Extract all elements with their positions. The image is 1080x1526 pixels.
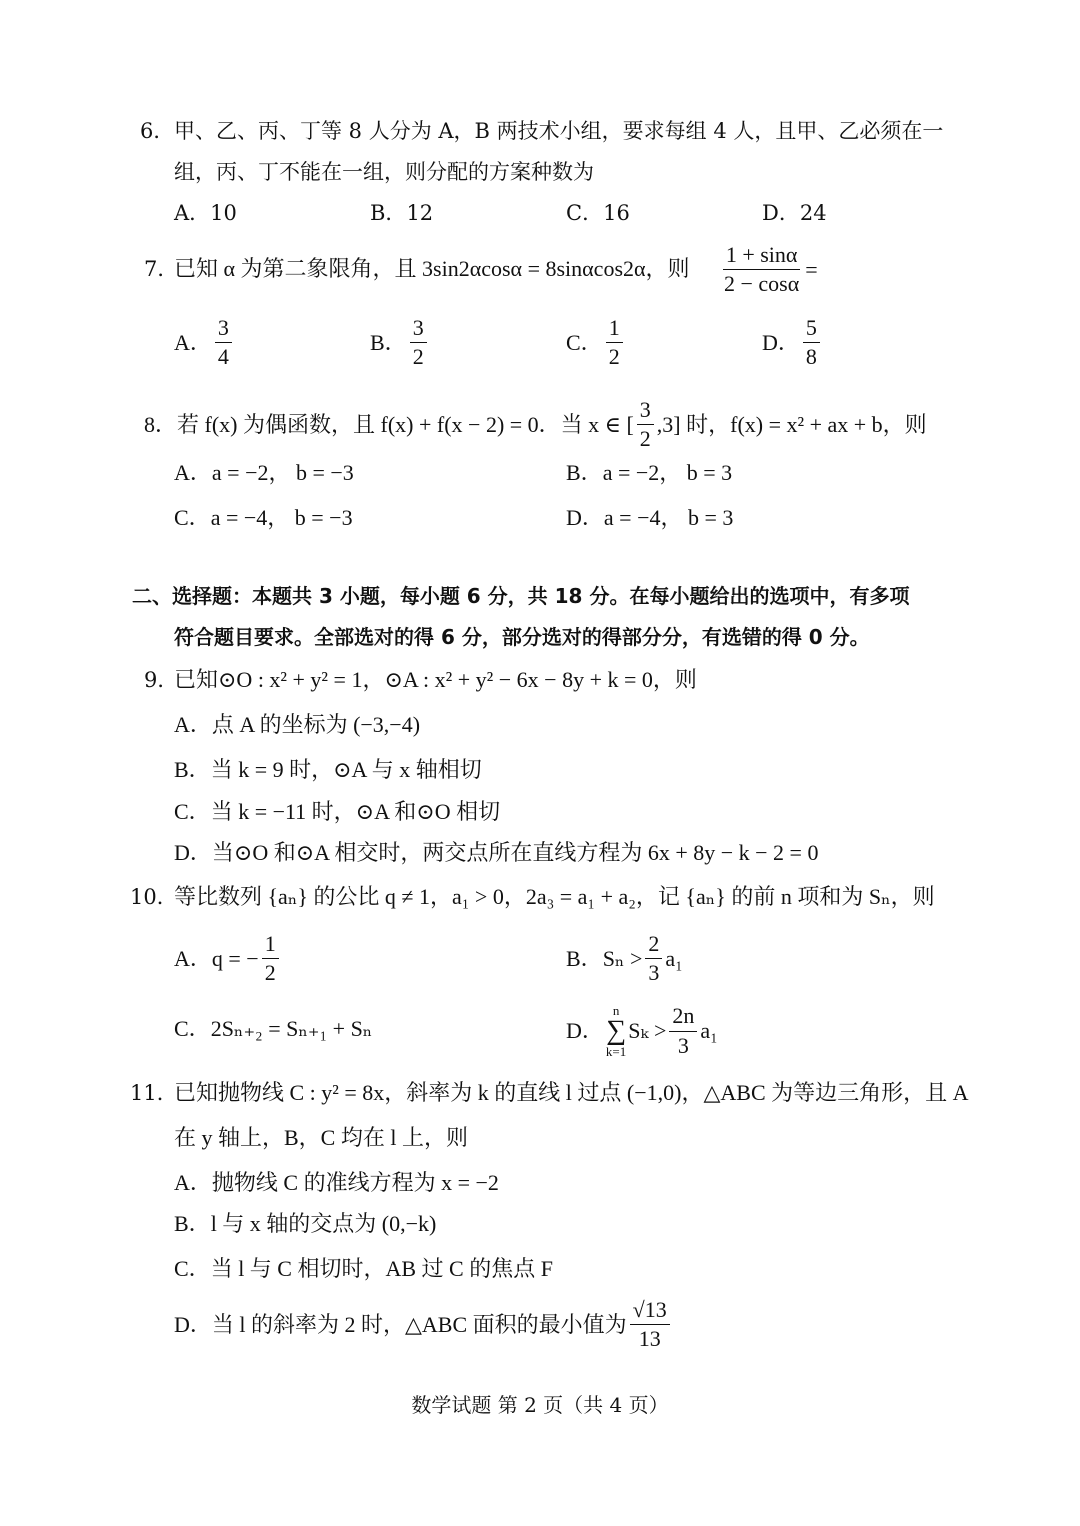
option-label: C． bbox=[566, 201, 604, 225]
q10-option-c bbox=[174, 1014, 372, 1044]
q7-stem: 已知 α 为第二象限角，且 3sin2αcosα = 8sinαcos2α，则 bbox=[174, 256, 690, 281]
option-label: D． bbox=[174, 840, 212, 865]
q6-option-c bbox=[566, 198, 630, 228]
option-text: 2Sₙ₊₂ = Sₙ₊₁ + Sₙ bbox=[210, 1016, 373, 1041]
option-text: 当 l 与 C 相切时，AB 过 C 的焦点 F bbox=[210, 1256, 553, 1281]
option-text: 16 bbox=[603, 201, 630, 225]
q10-option-d bbox=[566, 1004, 718, 1058]
option-label: B． bbox=[174, 757, 211, 782]
q7-fraction bbox=[721, 243, 802, 296]
summation-sign: ∑ bbox=[606, 1015, 627, 1046]
option-fraction bbox=[410, 316, 427, 369]
option-label: A． bbox=[174, 460, 212, 485]
q8-option-a bbox=[174, 458, 354, 488]
section2-heading-line2: 符合题目要求。全部选对的得 6 分，部分选对的得部分分，有选错的得 0 分。 bbox=[174, 625, 870, 649]
summation-upper-limit: n bbox=[612, 1003, 620, 1018]
q7-option-a bbox=[174, 316, 235, 369]
option-label: A． bbox=[174, 1170, 212, 1195]
option-text: l 与 x 轴的交点为 (0,−k) bbox=[210, 1211, 437, 1236]
q8-fraction bbox=[637, 398, 654, 451]
fraction-numerator: 2 bbox=[645, 932, 662, 959]
option-fraction bbox=[215, 316, 232, 369]
option-text: 当 l 的斜率为 2 时，△ABC 面积的最小值为 bbox=[211, 1311, 627, 1337]
fraction-numerator: 5 bbox=[803, 316, 820, 343]
option-text: 当 k = 9 时，⊙A 与 x 轴相切 bbox=[210, 757, 482, 782]
option-text: Sₙ > bbox=[602, 945, 643, 971]
q11-option-b bbox=[174, 1209, 436, 1239]
q7-fraction-denominator: 2 − cosα bbox=[724, 271, 800, 297]
q6-number: 6． bbox=[140, 119, 175, 143]
option-fraction bbox=[669, 1004, 697, 1057]
option-label: C． bbox=[174, 1016, 211, 1041]
q6-option-b bbox=[370, 198, 433, 228]
fraction-denominator: 3 bbox=[677, 1032, 689, 1058]
q10-number: 10． bbox=[130, 885, 178, 909]
q8-option-c bbox=[174, 503, 353, 533]
q11-option-a bbox=[174, 1168, 499, 1198]
option-label: A． bbox=[174, 945, 212, 971]
fraction-denominator: 2 bbox=[639, 426, 651, 452]
q11-stem-line2: 在 y 轴上，B，C 均在 l 上，则 bbox=[174, 1125, 468, 1150]
fraction-numerator: 1 bbox=[606, 316, 623, 343]
option-text: 点 A 的坐标为 (−3,−4) bbox=[211, 712, 421, 737]
fraction-denominator: 2 bbox=[412, 344, 424, 370]
q9-stem: 已知⊙O : x² + y² = 1，⊙A : x² + y² − 6x − 8y + k = 0，则 bbox=[174, 667, 697, 692]
option-fraction bbox=[630, 1298, 670, 1351]
q11-option-c bbox=[174, 1254, 553, 1284]
q8-number: 8． bbox=[144, 411, 178, 437]
option-label: B． bbox=[566, 945, 603, 971]
q6-stem-line2: 组，丙、丁不能在一组，则分配的方案种数为 bbox=[174, 160, 594, 184]
option-label: D． bbox=[566, 1018, 604, 1043]
option-text: 当 k = −11 时，⊙A 和⊙O 相切 bbox=[210, 799, 501, 824]
option-text: a = −4， b = −3 bbox=[210, 505, 353, 530]
summation-lower-limit: k=1 bbox=[605, 1044, 627, 1059]
q9-option-b bbox=[174, 755, 482, 785]
q11-number: 11． bbox=[130, 1081, 178, 1105]
option-label: C． bbox=[174, 799, 211, 824]
q6-stem-line1: 甲、乙、丙、丁等 8 人分为 A，B 两技术小组，要求每组 4 人，且甲、乙必须在一 bbox=[174, 119, 944, 143]
option-label: B． bbox=[566, 460, 603, 485]
q9-option-a bbox=[174, 710, 420, 740]
q9-option-d bbox=[174, 838, 818, 868]
page-footer: 数学试题 第 2 页（共 4 页） bbox=[411, 1393, 669, 1417]
option-fraction bbox=[645, 932, 662, 985]
option-label: C． bbox=[174, 505, 211, 530]
q8-stem bbox=[144, 398, 927, 451]
option-label: B． bbox=[370, 329, 407, 355]
option-label: A． bbox=[174, 329, 212, 355]
option-label: D． bbox=[174, 1311, 212, 1337]
fraction-denominator: 2 bbox=[608, 344, 620, 370]
q7-option-b bbox=[370, 316, 430, 369]
q8-option-b bbox=[566, 458, 732, 488]
fraction-denominator: 4 bbox=[217, 344, 229, 370]
q7-equals: = bbox=[805, 256, 818, 282]
option-label: B． bbox=[174, 1211, 211, 1236]
option-text: a = −2， b = −3 bbox=[211, 460, 354, 485]
option-fraction bbox=[606, 316, 623, 369]
option-text-suffix: a₁ bbox=[665, 945, 683, 971]
option-text: 10 bbox=[210, 201, 237, 225]
fraction-numerator: 3 bbox=[637, 398, 654, 425]
fraction-denominator: 2 bbox=[264, 960, 276, 986]
option-fraction bbox=[262, 932, 279, 985]
fraction-numerator: √13 bbox=[630, 1298, 670, 1325]
q10-stem: 等比数列 {aₙ} 的公比 q ≠ 1，a₁ > 0，2a₃ = a₁ + a₂，记 {aₙ} 的前 n 项和为 Sₙ，则 bbox=[174, 884, 935, 909]
fraction-numerator: 1 bbox=[262, 932, 279, 959]
option-text: 24 bbox=[799, 201, 827, 225]
q9-option-c bbox=[174, 797, 500, 827]
q11-stem-line1: 已知抛物线 C : y² = 8x，斜率为 k 的直线 l 过点 (−1,0)，△ABC 为等边三角形，且 A bbox=[174, 1080, 969, 1105]
q11-option-d bbox=[174, 1298, 673, 1351]
option-text: 当⊙O 和⊙A 相交时，两交点所在直线方程为 6x + 8y − k − 2 = 0 bbox=[211, 840, 819, 865]
option-label: D． bbox=[566, 505, 604, 530]
option-text: q = − bbox=[211, 945, 259, 971]
q10-option-a bbox=[174, 932, 282, 985]
section2-heading-line1: 二、选择题：本题共 3 小题，每小题 6 分，共 18 分。在每小题给出的选项中，有多项 bbox=[132, 584, 910, 608]
q7-fraction-expression bbox=[718, 243, 818, 296]
fraction-numerator: 3 bbox=[215, 316, 232, 343]
option-label: D． bbox=[762, 201, 800, 225]
fraction-numerator: 2n bbox=[669, 1004, 697, 1031]
option-label: C． bbox=[566, 329, 603, 355]
option-text: a = −2， b = 3 bbox=[602, 460, 733, 485]
q7-number: 7． bbox=[144, 257, 179, 281]
option-text: 抛物线 C 的准线方程为 x = −2 bbox=[211, 1170, 499, 1195]
option-label: C． bbox=[174, 1256, 211, 1281]
option-label: B． bbox=[370, 201, 407, 225]
fraction-numerator: 3 bbox=[410, 316, 427, 343]
q10-option-b bbox=[566, 932, 683, 985]
q7-option-d bbox=[762, 316, 823, 369]
fraction-denominator: 8 bbox=[805, 344, 817, 370]
option-label: A． bbox=[174, 201, 211, 225]
fraction-denominator: 3 bbox=[648, 960, 660, 986]
option-text: 12 bbox=[406, 201, 434, 225]
option-text: a = −4， b = 3 bbox=[603, 505, 734, 530]
q6-option-a bbox=[174, 198, 237, 228]
q8-stem-part1: 若 f(x) 为偶函数，且 f(x) + f(x − 2) = 0．当 x ∈ [ bbox=[177, 411, 634, 437]
q8-option-d bbox=[566, 503, 733, 533]
q7-fraction-numerator: 1 + sinα bbox=[723, 243, 801, 270]
q8-stem-part2: ,3] 时，f(x) = x² + ax + b，则 bbox=[656, 411, 927, 437]
option-text-suffix: a₁ bbox=[700, 1018, 718, 1043]
q7-option-c bbox=[566, 316, 626, 369]
option-label: A． bbox=[174, 712, 212, 737]
q6-option-d bbox=[762, 198, 827, 228]
fraction-denominator: 13 bbox=[638, 1326, 661, 1352]
option-label: D． bbox=[762, 329, 800, 355]
summation bbox=[606, 1004, 626, 1058]
option-text: Sₖ > bbox=[628, 1018, 667, 1043]
q9-number: 9． bbox=[144, 668, 179, 692]
option-fraction bbox=[803, 316, 820, 369]
